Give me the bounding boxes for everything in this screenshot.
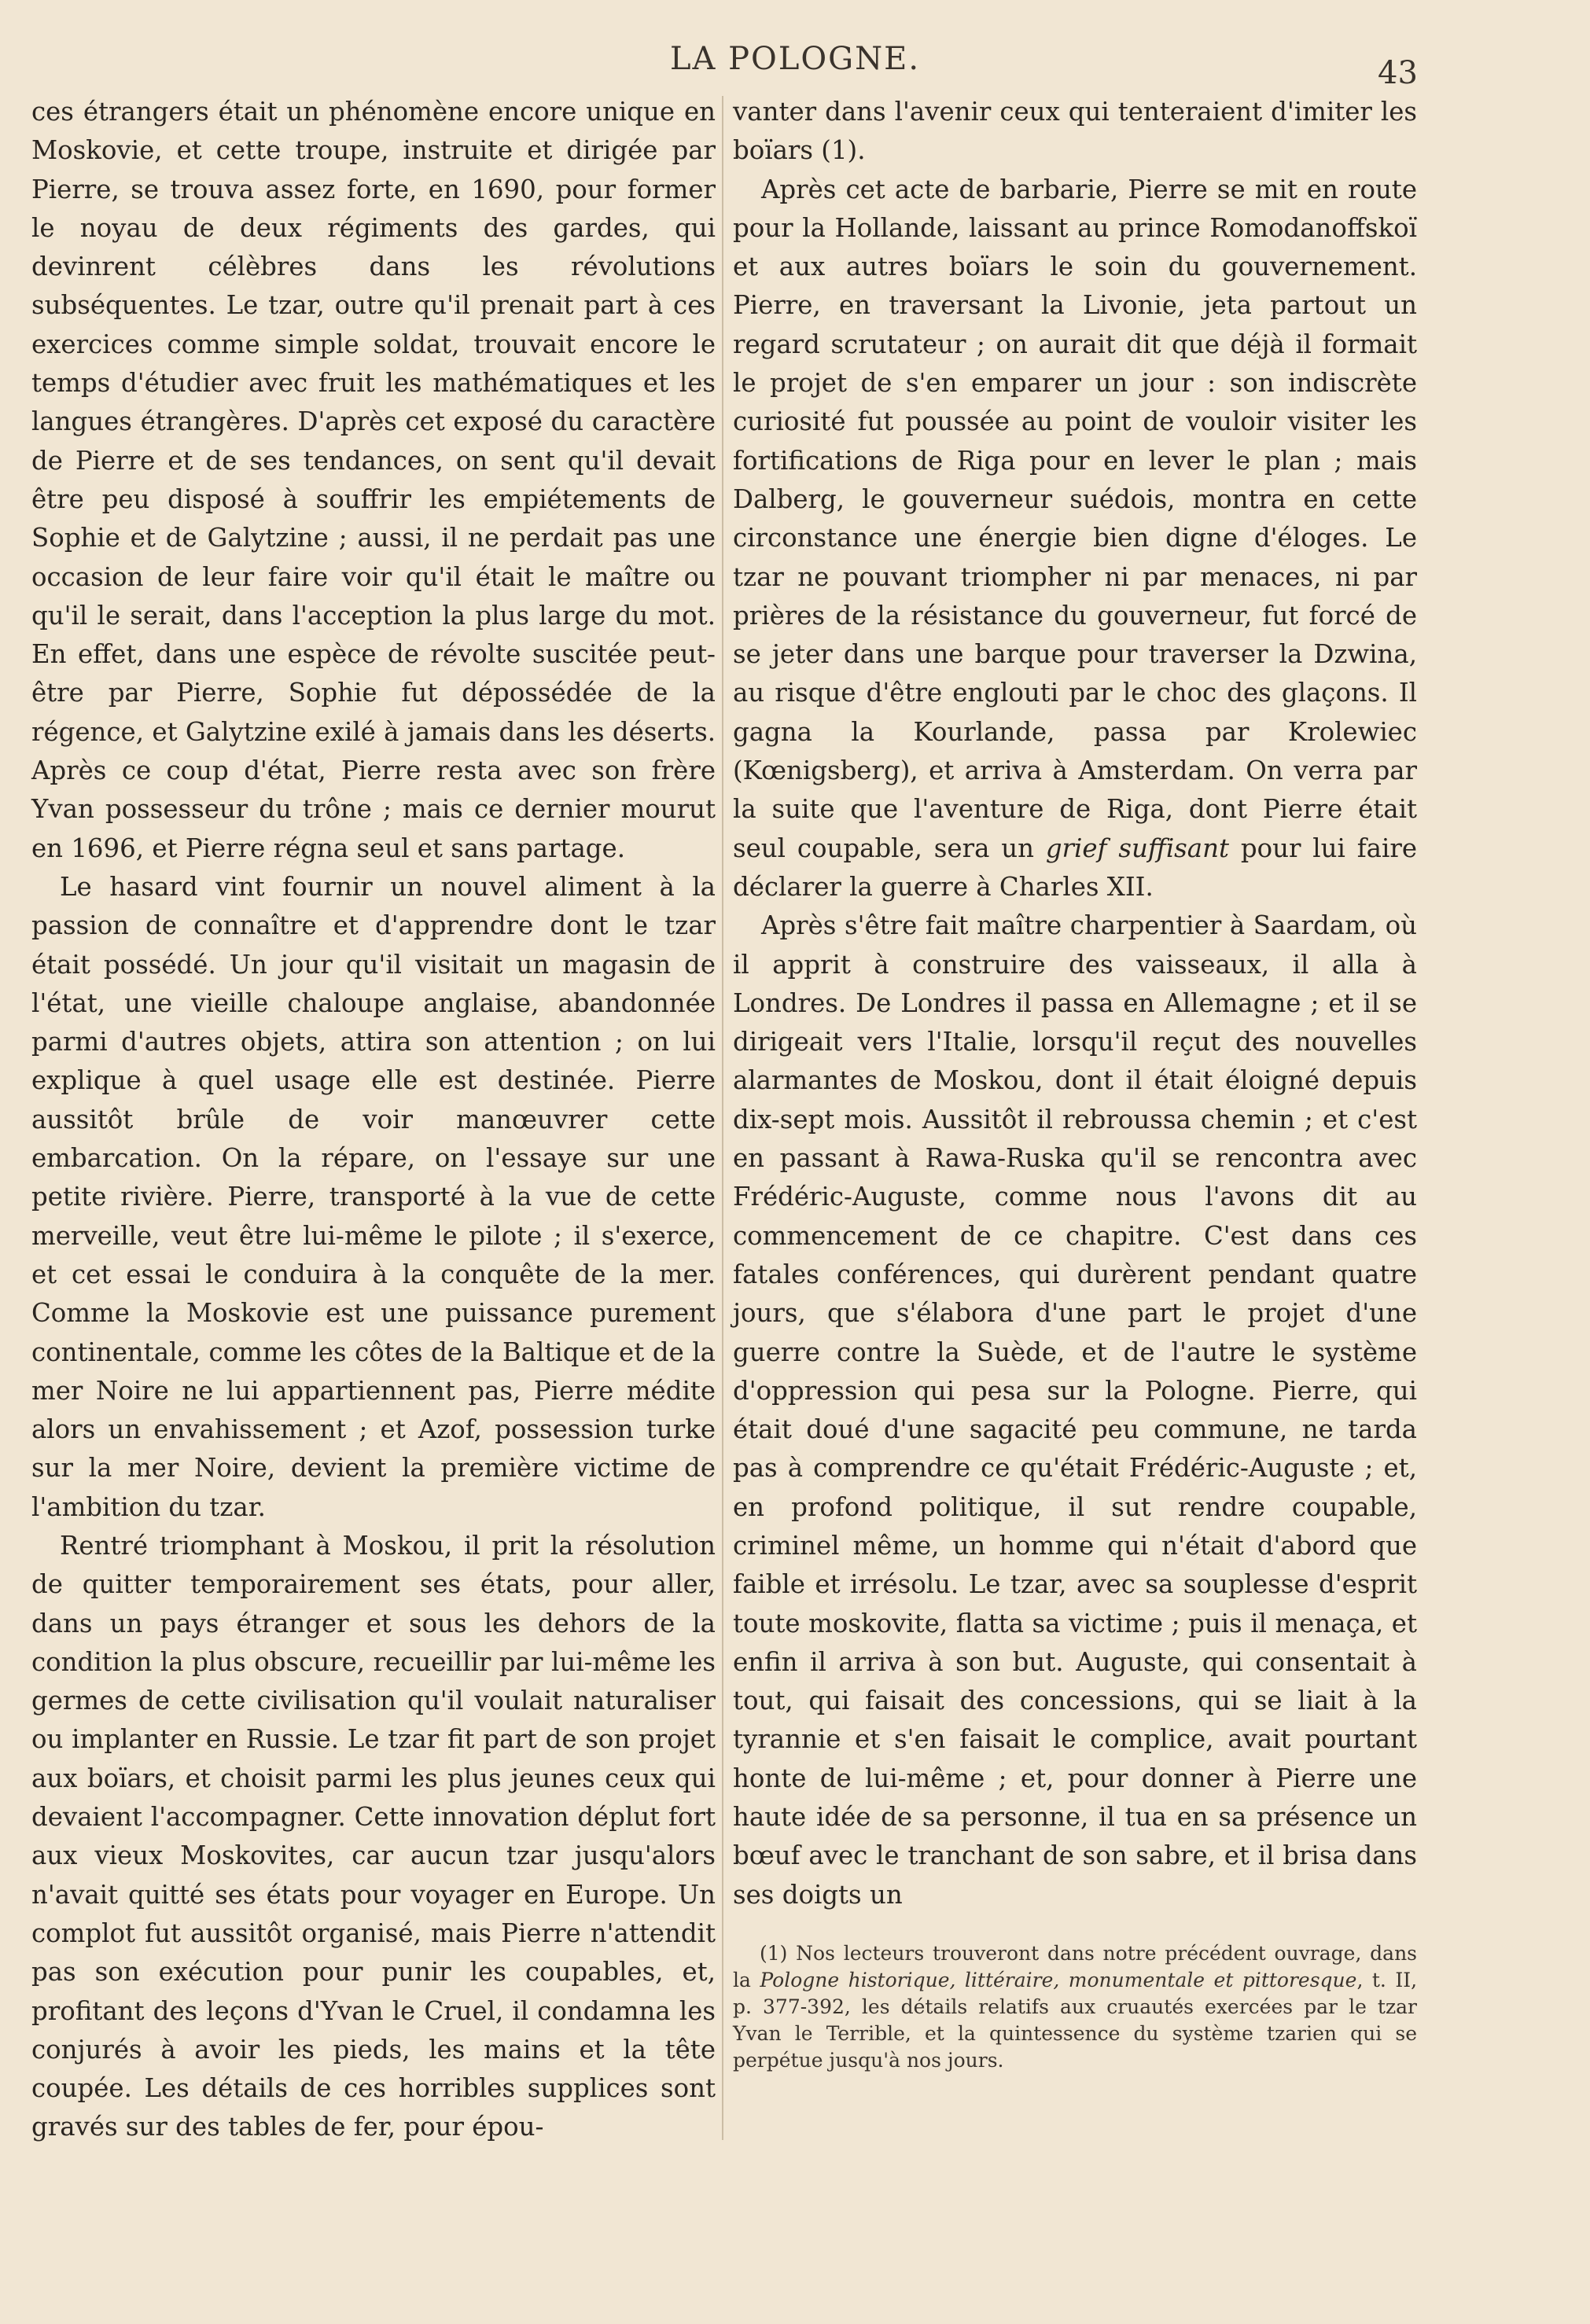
paragraph: Le hasard vint fournir un nouvel aliment à la passion de connaître et d'apprendre dont le tzar était possédé. Un jour qu'il visitait un magasin de l'état, une vieille chaloupe anglaise, abandonnée parmi d'autres objets, attira son attention ; on lui explique à quel usage elle est destinée. Pierre aussitôt brûle de voir manœuvrer cette embarcation. On la répare, on l'essaye sur une petite rivière. Pierre, transporté à la vue de cette merveille, veut être lui-même le pilote ; il s'exerce, et cet essai le conduira à la conquête de la mer. Comme la Moskovie est une puissance purement continentale, comme les côtes de la Baltique et de la mer Noire ne lui appartiennent pas, Pierre médite alors un envahissement ; et Azof, possession turke sur la mer Noire, devient la première victime de l'ambition du tzar. [31, 871, 716, 1522]
paragraph: vanter dans l'avenir ceux qui tenteraient d'imiter les boïars (1). [733, 97, 1417, 166]
emphasis-text: grief suffisant [1045, 833, 1229, 863]
paragraph: Rentré triomphant à Moskou, il prit la résolution de quitter temporairement ses états, pour aller, dans un pays étranger et sous les dehors de la condition la plus obscure, recueillir par lui-même les germes de cette civilisation qu'il voulait naturaliser ou implanter en Russie. Le tzar fit part de son projet aux boïars, et choisit parmi les plus jeunes ceux qui devaient l'accompagner. Cette innovation déplut fort aux vieux Moskovites, car aucun tzar jusqu'alors n'avait quitté ses états pour voyager en Europe. Un complot fut aussitôt organisé, mais Pierre n'attendit pas son exécution pour punir les coupables, et, profitant des leçons d'Yvan le Cruel, il condamna les conjurés à avoir les pieds, les mains et la tête coupée. Les détails de ces horribles supplices sont gravés sur des tables de fer, pour épou- [31, 1530, 716, 2142]
footnote-book-title: Pologne historique, littéraire, monumentale et pittoresque [760, 1969, 1357, 1991]
paragraph-text: Après cet acte de barbarie, Pierre se mit en route pour la Hollande, laissant au prince Romodanoffskoï et aux autres boïars le soin du gouvernement. Pierre, en traversant la Livonie, jeta partout un regard scrutateur ; on aurait dit que déjà il formait le projet de s'en emparer un jour : son indiscrète curiosité fut poussée au point de vouloir visiter les fortifications de Riga pour en lever le plan ; mais Dalberg, le gouverneur suédois, montra en cette circonstance une énergie bien digne d'éloges. Le tzar ne pouvant triompher ni par menaces, ni par prières de la résistance du gouverneur, fut forcé de se jeter dans une barque pour traverser la Dzwina, au risque d'être englouti par le choc des glaçons. Il gagna la Kourlande, passa par Krolewiec (Kœnigsberg), et arriva à Amsterdam. On verra par la suite que l'aventure de Riga, dont Pierre était seul coupable, sera un [733, 174, 1417, 863]
footnote-end: , t. II, p. 377-392, les détails relatifs aux cruautés exercées par le tzar Yvan le Terrible, et la quintessence du système tzarien qui se perpétue jusqu'à nos jours. [733, 1969, 1418, 2072]
footnote-start: (1) Nos lecteurs trouveront dans notre précédent ouvrage, dans la [733, 1942, 1417, 1991]
column-divider [722, 96, 723, 2140]
page-number: 43 [1378, 55, 1418, 91]
paragraph: ces étrangers était un phénomène encore unique en Moskovie, et cette troupe, instruite et dirigée par Pierre, se trouva assez forte, en 1690, pour former le noyau de deux régiments des gardes, qui devinrent célèbres dans les révolutions subséquentes. Le tzar, outre qu'il prenait part à ces exercices comme simple soldat, trouvait encore le temps d'étudier avec fruit les mathématiques et les langues étrangères. D'après cet exposé du caractère de Pierre et de ses tendances, on sent qu'il devait être peu disposé à souffrir les empiétements de Sophie et de Galytzine ; aussi, il ne perdait pas une occasion de leur faire voir qu'il était le maître ou qu'il le serait, dans l'acception la plus large du mot. En effet, dans une espèce de révolte suscitée peut-être par Pierre, Sophie fut dépossédée de la régence, et Galytzine exilé à jamais dans les déserts. Après ce coup d'état, Pierre resta avec son frère Yvan possesseur du trône ; mais ce dernier mourut en 1696, et Pierre régna seul et sans partage. [31, 97, 716, 863]
footnote-text [733, 1940, 1417, 2074]
right-column [733, 93, 1417, 1914]
paragraph [733, 171, 1417, 907]
footnote [733, 1940, 1417, 2074]
paragraph: Après s'être fait maître charpentier à Saardam, où il apprit à construire des vaisseaux, il alla à Londres. De Londres il passa en Allemagne ; et il se dirigeait vers l'Italie, lorsqu'il reçut des nouvelles alarmantes de Moskou, dont il était éloigné depuis dix-sept mois. Aussitôt il rebroussa chemin ; et c'est en passant à Rawa-Ruska qu'il se rencontra avec Frédéric-Auguste, comme nous l'avons dit au commencement de ce chapitre. C'est dans ces fatales conférences, qui durèrent pendant quatre jours, que s'élabora d'une part le projet d'une guerre contre la Suède, et de l'autre le système d'oppression qui pesa sur la Pologne. Pierre, qui était doué d'une sagacité peu commune, ne tarda pas à comprendre ce qu'était Frédéric-Auguste ; et, en profond politique, il sut rendre coupable, criminel même, un homme qui n'était d'abord que faible et irrésolu. Le tzar, avec sa souplesse d'esprit toute moskovite, flatta sa victime ; puis il menaça, et enfin il arriva à son but. Auguste, qui consentait à tout, qui faisait des concessions, qui se liait à la tyrannie et s'en faisait le complice, avait pourtant honte de lui-même ; et, pour donner à Pierre une haute idée de sa personne, il tua en sa présence un bœuf avec le tranchant de son sabre, et il brisa dans ses doigts un [733, 910, 1417, 1910]
running-title: LA POLOGNE. [669, 41, 921, 77]
paragraph-text-end: pour lui faire déclarer la guerre à Charles XII. [733, 833, 1417, 902]
left-column [31, 93, 716, 2147]
